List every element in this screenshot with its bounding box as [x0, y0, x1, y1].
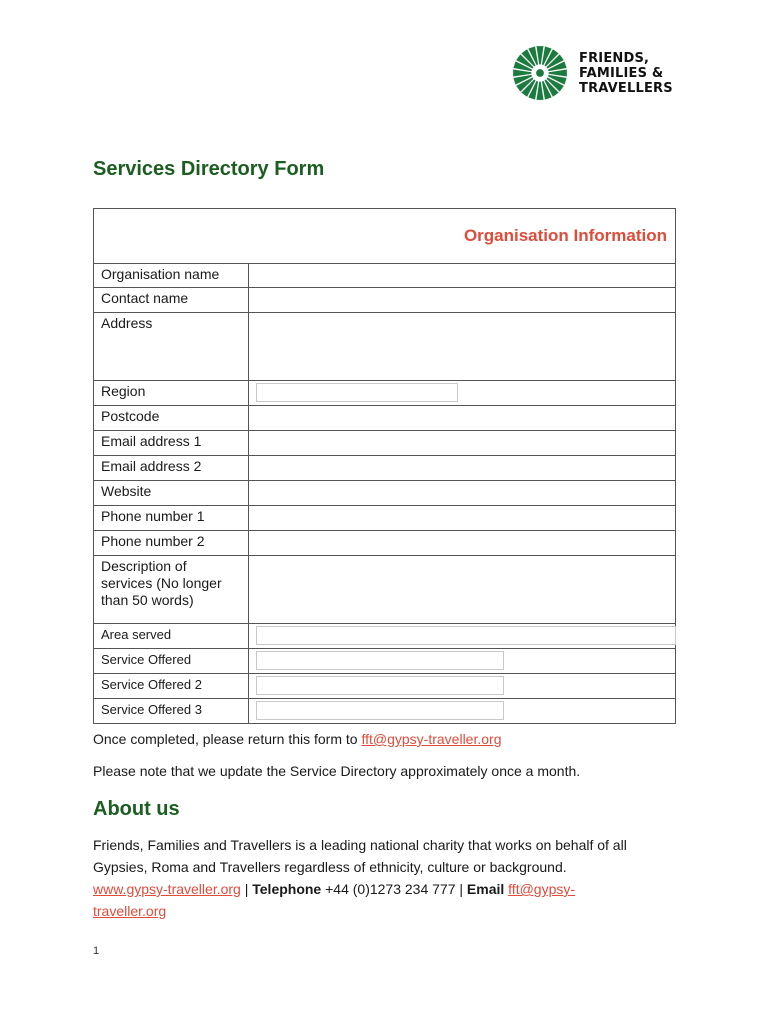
service-offered-select[interactable] — [256, 651, 504, 670]
update-note: Please note that we update the Service Directory approximately once a month. — [93, 763, 581, 779]
service-offered-cell — [249, 649, 675, 673]
field-label: Service Offered 2 — [94, 674, 249, 698]
field-label: Address — [94, 313, 249, 380]
row-service-offered-2 — [94, 674, 675, 699]
row-phone-2 — [94, 531, 675, 556]
row-region — [94, 381, 675, 406]
contact-email-link[interactable]: fft@gypsy- — [508, 881, 576, 897]
row-phone-1 — [94, 506, 675, 531]
page-number: 1 — [93, 945, 100, 957]
row-address — [94, 313, 675, 381]
organisation-name-field[interactable] — [249, 264, 675, 287]
email-address-1-field[interactable] — [249, 431, 675, 455]
return-instructions: Once completed, please return this form to fft@gypsy-traveller.org — [93, 731, 502, 747]
field-label: Organisation name — [94, 264, 249, 287]
region-cell — [249, 381, 675, 405]
telephone-value: +44 (0)1273 234 777 — [321, 881, 460, 897]
row-contact-name — [94, 288, 675, 313]
about-heading: About us — [93, 798, 180, 820]
website-link[interactable]: www.gypsy-traveller.org — [93, 881, 241, 897]
postcode-field[interactable] — [249, 406, 675, 430]
row-area-served — [94, 624, 675, 649]
field-label: Area served — [94, 624, 249, 648]
field-label: Phone number 1 — [94, 506, 249, 530]
row-service-offered — [94, 649, 675, 674]
email-address-2-field[interactable] — [249, 456, 675, 480]
field-label: Service Offered — [94, 649, 249, 673]
section-heading: Organisation Information — [463, 226, 667, 245]
section-heading-row — [94, 209, 675, 264]
about-text: Friends, Families and Travellers is a leading national charity that works on behalf of all Gypsies, Roma and Travellers regardless of ethnicity, culture or background. — [93, 837, 627, 875]
field-label: Description of services (No longer than 50 words) — [94, 556, 249, 623]
row-email-1 — [94, 431, 675, 456]
contact-name-field[interactable] — [249, 288, 675, 312]
service-offered-3-select[interactable] — [256, 701, 504, 720]
website-field[interactable] — [249, 481, 675, 505]
field-label: Phone number 2 — [94, 531, 249, 555]
row-postcode — [94, 406, 675, 431]
row-organisation-name — [94, 264, 675, 288]
phone-number-1-field[interactable] — [249, 506, 675, 530]
row-description — [94, 556, 675, 624]
organisation-form-table — [93, 208, 676, 724]
field-label: Email address 1 — [94, 431, 249, 455]
description-field[interactable] — [249, 556, 675, 623]
field-label: Website — [94, 481, 249, 505]
page-title: Services Directory Form — [93, 158, 325, 180]
region-select[interactable] — [256, 383, 458, 402]
field-label: Email address 2 — [94, 456, 249, 480]
ffat-logo — [511, 44, 673, 102]
contact-email-link-continued[interactable]: traveller.org — [93, 903, 167, 919]
wheel-icon — [511, 44, 569, 102]
service-offered-2-select[interactable] — [256, 676, 504, 695]
telephone-label: Telephone — [252, 881, 322, 897]
field-label: Region — [94, 381, 249, 405]
service-offered-2-cell — [249, 674, 675, 698]
about-paragraph: Friends, Families and Travellers is a leading national charity that works on behalf of all Gypsies, Roma and Travellers regardless of ethnicity, culture or background. www.gypsy-traveller.org | Telephone +44 (0)1273 234 777 | Email fft@gypsy- traveller.org — [93, 837, 627, 919]
email-label: Email — [466, 881, 505, 897]
logo-wordmark: FRIENDS, FAMILIES & TRAVELLERS — [579, 50, 673, 96]
area-served-cell — [249, 624, 675, 648]
return-email-link[interactable]: fft@gypsy-traveller.org — [361, 731, 502, 747]
field-label: Postcode — [94, 406, 249, 430]
row-service-offered-3 — [94, 699, 675, 723]
field-label: Contact name — [94, 288, 249, 312]
address-field[interactable] — [249, 313, 675, 380]
area-served-input[interactable] — [256, 626, 676, 645]
service-offered-3-cell — [249, 699, 675, 723]
row-website — [94, 481, 675, 506]
field-label: Service Offered 3 — [94, 699, 249, 723]
row-email-2 — [94, 456, 675, 481]
phone-number-2-field[interactable] — [249, 531, 675, 555]
